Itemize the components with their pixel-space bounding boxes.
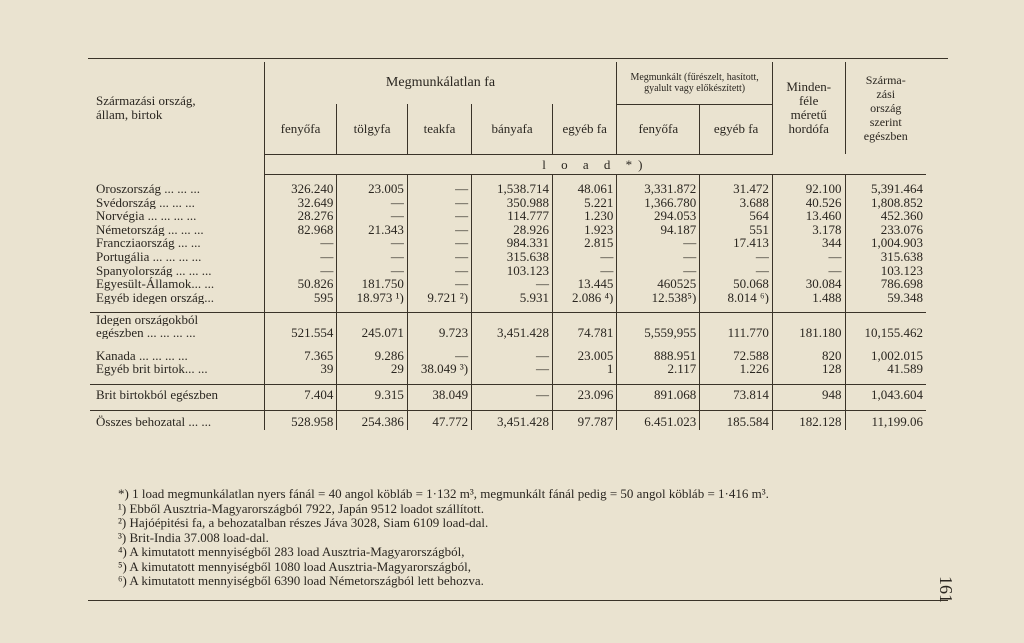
table-cell: 92.100	[772, 182, 845, 196]
table-cell: 5,559,955	[617, 326, 700, 339]
table-cell: —	[407, 209, 471, 223]
table-cell: —	[264, 250, 337, 264]
foreign-total-label-2: egészben ... ... ... ...	[96, 325, 196, 339]
col-header: bányafa	[472, 104, 553, 154]
table-row	[90, 223, 926, 237]
footnote: ⁵) A kimutatott mennyiségből 1080 load Ausztria-Magyarországból,	[118, 558, 471, 574]
table-cell: 8.014 ⁶)	[700, 291, 773, 305]
table-cell: 41.589	[845, 362, 926, 376]
footnote: ⁴) A kimutatott mennyiségből 283 load Ausztria-Magyarországból,	[118, 544, 465, 559]
table-cell: —	[472, 349, 553, 363]
table-cell: 528.958	[264, 410, 337, 430]
table-cell: 2.117	[617, 362, 700, 376]
row-label: Egyéb idegen ország...	[96, 290, 215, 305]
table-cell: 74.781	[553, 326, 617, 339]
table-cell: 181.750	[337, 277, 408, 291]
table-cell: —	[264, 264, 337, 278]
table-cell: 5.931	[472, 291, 553, 305]
table-cell: 1,004.903	[845, 236, 926, 250]
table-row	[90, 277, 926, 291]
table-cell: —	[617, 250, 700, 264]
table-cell: 350.988	[472, 196, 553, 210]
table-cell: 13.445	[553, 277, 617, 291]
table-cell: 3.688	[700, 196, 773, 210]
table-cell: 245.071	[337, 326, 408, 339]
table-cell: —	[407, 250, 471, 264]
table-cell: —	[337, 196, 408, 210]
table-cell: 452.360	[845, 209, 926, 223]
table-cell: 460525	[617, 277, 700, 291]
table-cell: 1.488	[772, 291, 845, 305]
table-cell: 28.926	[472, 223, 553, 237]
footnote: ³) Brit-India 37.008 load-dal.	[118, 529, 269, 545]
top-rule	[88, 58, 948, 59]
table-cell: —	[407, 264, 471, 278]
header-total-by-country: Szárma- zási ország szerint egészben	[845, 62, 926, 154]
table-cell: 103.123	[472, 264, 553, 278]
table-cell: —	[617, 264, 700, 278]
row-label: Németország ... ... ...	[96, 222, 204, 237]
footnote: ⁶) A kimutatott mennyiségből 6390 load Németországból lett behozva.	[118, 573, 484, 588]
col-header: teakfa	[407, 104, 471, 154]
table-row	[90, 250, 926, 264]
table-cell: 185.584	[700, 410, 773, 430]
table-cell: 3,331.872	[617, 182, 700, 196]
table-cell: 9.286	[337, 349, 408, 363]
table-cell: 48.061	[553, 182, 617, 196]
col-header: tölgyfa	[337, 104, 408, 154]
table-cell: —	[700, 250, 773, 264]
table-cell: 3,451.428	[472, 326, 553, 339]
row-label: Portugália ... ... ... ...	[96, 249, 202, 264]
table-cell: 28.276	[264, 209, 337, 223]
table-cell: 551	[700, 223, 773, 237]
header-origin: Származási ország, állam, birtok	[96, 93, 196, 122]
table-cell: —	[617, 236, 700, 250]
table-cell: 2.086 ⁴)	[553, 291, 617, 305]
table-cell: 40.526	[772, 196, 845, 210]
table-cell: 18.973 ¹)	[337, 291, 408, 305]
grand-total-label: Összes behozatal ... ...	[90, 410, 264, 430]
table-cell: 1,808.852	[845, 196, 926, 210]
table-cell: —	[337, 250, 408, 264]
table-cell: —	[472, 362, 553, 376]
bottom-rule	[88, 600, 948, 601]
table-cell: 29	[337, 362, 408, 376]
table-cell: 32.649	[264, 196, 337, 210]
table-cell: 3,451.428	[472, 410, 553, 430]
row-label: Francziaország ... ...	[96, 236, 201, 250]
table-cell: —	[772, 264, 845, 278]
table-cell: 820	[772, 349, 845, 363]
page-number: 161	[936, 576, 956, 603]
col-header: egyéb fa	[700, 104, 773, 154]
table-cell: 10,155.462	[845, 326, 926, 339]
table-cell: —	[264, 236, 337, 250]
header-barrel-wood: Minden- féle méretű hordófa	[772, 62, 845, 154]
table-cell: 9.723	[407, 326, 471, 339]
table-cell: 1,043.604	[845, 384, 926, 402]
footnotes	[118, 487, 948, 589]
row-label: Svédország ... ... ...	[96, 195, 195, 210]
table-cell: —	[772, 250, 845, 264]
table-cell: 888.951	[617, 349, 700, 363]
table-cell: 3.178	[772, 223, 845, 237]
table-cell: 38.049 ³)	[407, 362, 471, 376]
table-cell: —	[407, 182, 471, 196]
table-cell: 47.772	[407, 410, 471, 430]
table-cell: 786.698	[845, 277, 926, 291]
table-cell: 294.053	[617, 209, 700, 223]
table-row	[90, 209, 926, 223]
table-cell: 82.968	[264, 223, 337, 237]
table-cell: 1.230	[553, 209, 617, 223]
table-cell: 1.923	[553, 223, 617, 237]
table-cell: 94.187	[617, 223, 700, 237]
table-cell: 23.005	[553, 349, 617, 363]
row-label: Spanyolország ... ... ...	[96, 263, 212, 278]
table-cell: 73.814	[700, 384, 773, 402]
table-cell: 5.221	[553, 196, 617, 210]
table-cell: 7.365	[264, 349, 337, 363]
table-row	[90, 182, 926, 196]
footnote: *) 1 load megmunkálatlan nyers fánál = 40 angol köbláb = 1·132 m³, megmunkált fánál pedig = 50 angol köbláb = 1·416 m³.	[118, 486, 769, 501]
header-worked: Megmunkált (fűrészelt, hasított, gyalult vagy előkészített)	[617, 62, 773, 104]
table-cell: 17.413	[700, 236, 773, 250]
table-cell: —	[407, 277, 471, 291]
row-label: Oroszország ... ... ...	[96, 182, 200, 196]
table-cell: 128	[772, 362, 845, 376]
table-cell: 30.084	[772, 277, 845, 291]
table-cell: 891.068	[617, 384, 700, 402]
table-cell: 6.451.023	[617, 410, 700, 430]
foreign-total-label-1: Idegen országokból	[90, 312, 264, 326]
table-cell: 7.404	[264, 384, 337, 402]
table-cell: 948	[772, 384, 845, 402]
table-row	[90, 264, 926, 278]
table-cell: 11,199.06	[845, 410, 926, 430]
table-cell: 9.721 ²)	[407, 291, 471, 305]
col-header: fenyőfa	[617, 104, 700, 154]
col-header: fenyőfa	[264, 104, 337, 154]
table-cell: 31.472	[700, 182, 773, 196]
table-cell: 13.460	[772, 209, 845, 223]
header-unworked: Megmunkálatlan fa	[264, 62, 617, 104]
table-cell: 181.180	[772, 326, 845, 339]
table-cell: 1	[553, 362, 617, 376]
table-row	[90, 291, 926, 305]
table-row	[90, 349, 926, 363]
row-label: Egyesült-Államok... ...	[96, 277, 215, 291]
col-header: egyéb fa	[553, 104, 617, 154]
table-cell: —	[553, 250, 617, 264]
table-row	[90, 196, 926, 210]
row-label: Norvégia ... ... ... ...	[96, 209, 197, 223]
table-cell: 23.005	[337, 182, 408, 196]
table-cell: 326.240	[264, 182, 337, 196]
table-cell: —	[337, 236, 408, 250]
table-cell: —	[472, 277, 553, 291]
table-cell: —	[337, 264, 408, 278]
table-row	[90, 362, 926, 376]
table-cell: 315.638	[472, 250, 553, 264]
table-cell: 50.826	[264, 277, 337, 291]
table-cell: 72.588	[700, 349, 773, 363]
row-label: Kanada ... ... ... ...	[96, 348, 188, 363]
table-cell: 521.554	[264, 326, 337, 339]
table-cell: —	[407, 196, 471, 210]
unit-label: l o a d *)	[264, 154, 926, 174]
table-cell: 111.770	[700, 326, 773, 339]
table-cell: 9.315	[337, 384, 408, 402]
brit-total-label: Brit birtokból egészben	[90, 384, 264, 402]
table-cell: —	[700, 264, 773, 278]
table-cell: —	[553, 264, 617, 278]
table-cell: 97.787	[553, 410, 617, 430]
table-cell: 50.068	[700, 277, 773, 291]
table-cell: 595	[264, 291, 337, 305]
table-cell: 23.096	[553, 384, 617, 402]
table-cell: 103.123	[845, 264, 926, 278]
table-cell: 344	[772, 236, 845, 250]
table-cell: 315.638	[845, 250, 926, 264]
table-cell: —	[407, 236, 471, 250]
table-cell: —	[407, 349, 471, 363]
table-cell: —	[337, 209, 408, 223]
table-cell: 1,002.015	[845, 349, 926, 363]
table-cell: 254.386	[337, 410, 408, 430]
import-table	[90, 62, 926, 430]
table-cell: 114.777	[472, 209, 553, 223]
table-cell: 38.049	[407, 384, 471, 402]
footnote: ²) Hajóépitési fa, a behozatalban részes Jáva 3028, Siam 6109 load-dal.	[118, 515, 489, 530]
table-cell: 1,538.714	[472, 182, 553, 196]
table-cell: 233.076	[845, 223, 926, 237]
table-cell: —	[407, 223, 471, 237]
row-label: Egyéb brit birtok... ...	[96, 362, 208, 377]
table-cell: 12.538⁵)	[617, 291, 700, 305]
table-row	[90, 236, 926, 250]
footnote: ¹) Ebből Ausztria-Magyarországból 7922, Japán 9512 loadot szállított.	[118, 500, 485, 516]
table-cell: 59.348	[845, 291, 926, 305]
table-cell: —	[472, 384, 553, 402]
table-cell: 1.226	[700, 362, 773, 376]
table-cell: 564	[700, 209, 773, 223]
table-cell: 21.343	[337, 223, 408, 237]
table-cell: 39	[264, 362, 337, 376]
table-cell: 984.331	[472, 236, 553, 250]
table-cell: 5,391.464	[845, 182, 926, 196]
table-cell: 1,366.780	[617, 196, 700, 210]
table-cell: 182.128	[772, 410, 845, 430]
table-cell: 2.815	[553, 236, 617, 250]
